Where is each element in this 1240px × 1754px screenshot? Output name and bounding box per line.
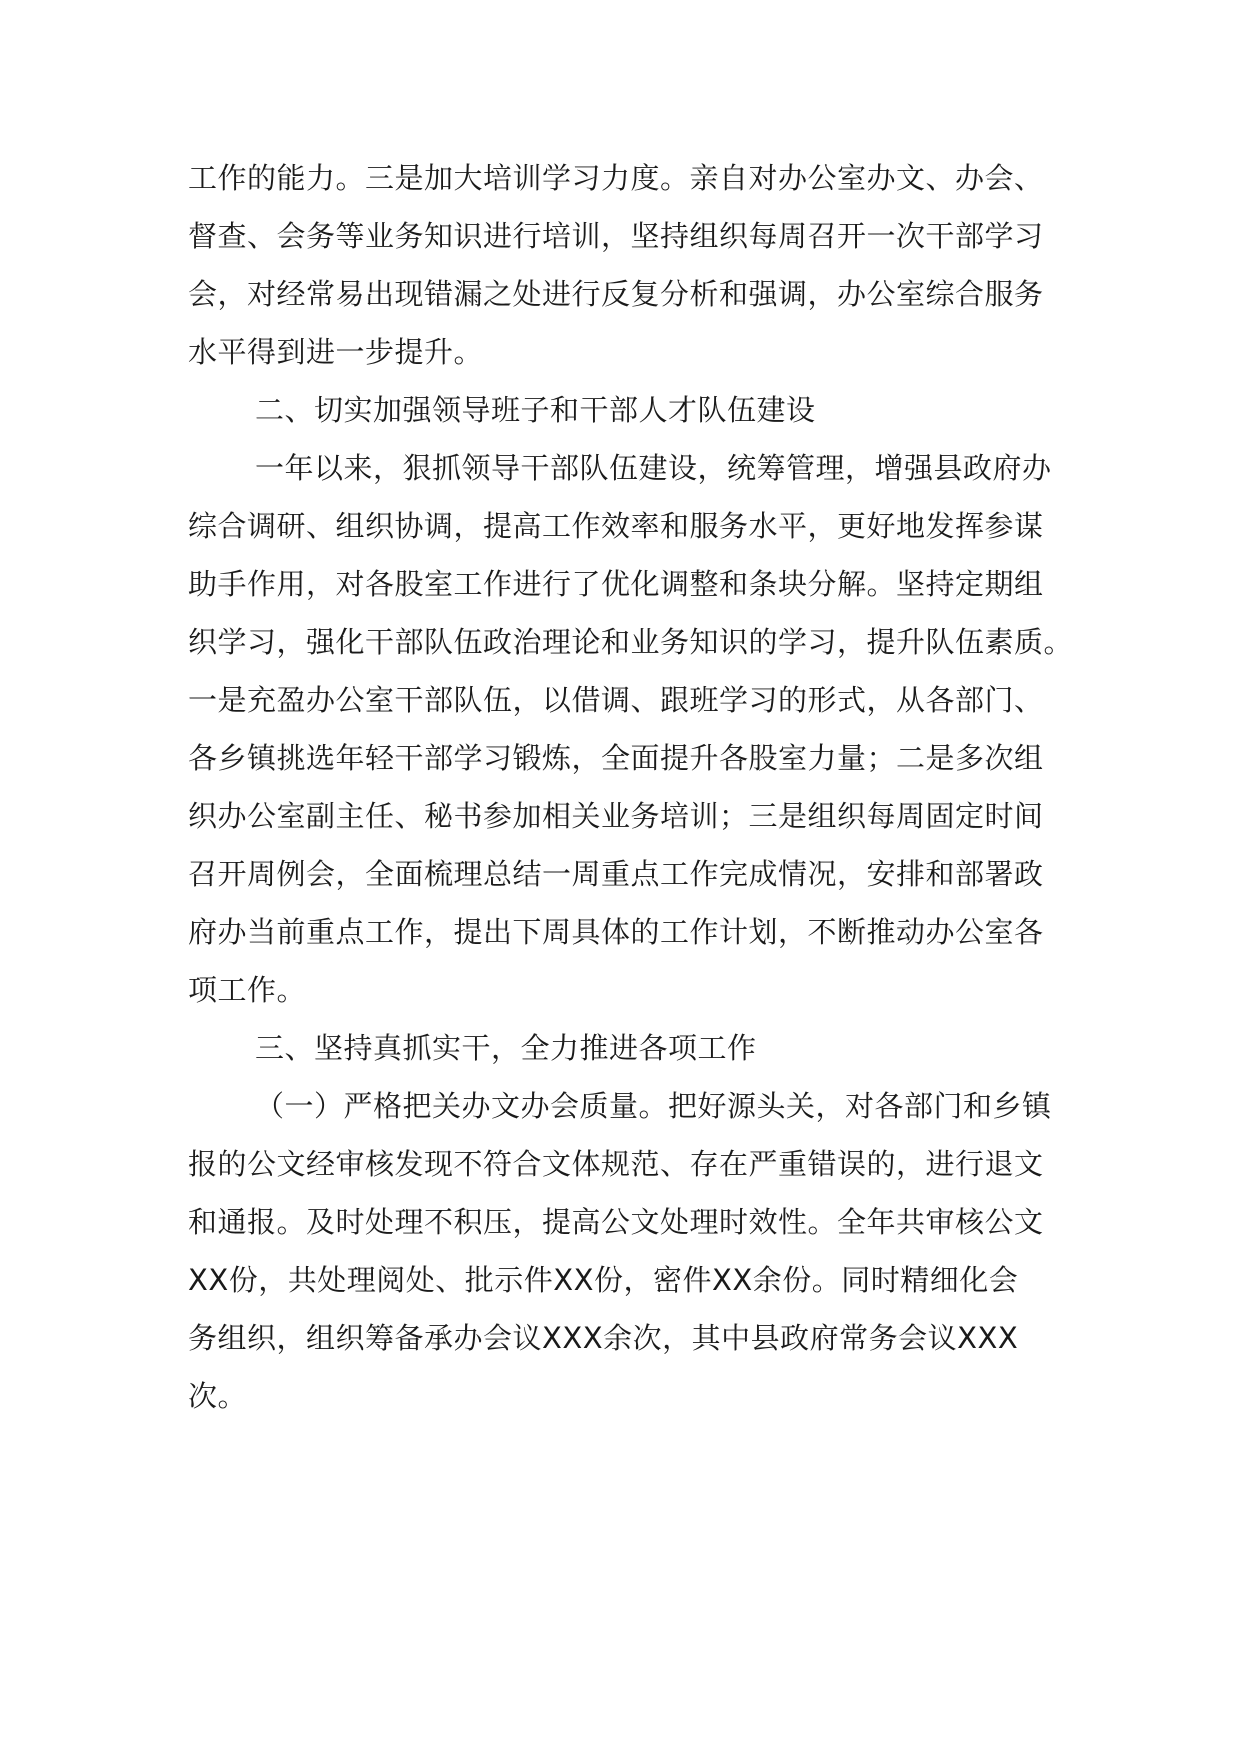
- body-text-line: 织办公室副主任、秘书参加相关业务培训；三是组织每周固定时间: [188, 799, 1044, 833]
- body-text-line: 项工作。: [188, 973, 307, 1007]
- body-text-line: 督查、会务等业务知识进行培训，坚持组织每周召开一次干部学习: [188, 219, 1044, 253]
- body-text-line: 次。: [188, 1379, 248, 1413]
- body-text-line: 府办当前重点工作，提出下周具体的工作计划，不断推动办公室各: [188, 915, 1044, 949]
- body-text-line: XX份，共处理阅处、批示件XX份，密件XX余份。同时精细化会: [188, 1263, 1019, 1297]
- body-text-line: 报的公文经审核发现不符合文体规范、存在严重错误的，进行退文: [188, 1147, 1044, 1181]
- subsection-heading-1: （一）严格把关办文办会质量。把好源头关，对各部门和乡镇: [255, 1089, 1052, 1123]
- body-text-line: 会，对经常易出现错漏之处进行反复分析和强调，办公室综合服务: [188, 277, 1044, 311]
- section-heading-3: 三、坚持真抓实干，全力推进各项工作: [255, 1031, 757, 1065]
- body-text-line: 工作的能力。三是加大培训学习力度。亲自对办公室办文、办会、: [188, 161, 1044, 195]
- body-text-line: 综合调研、组织协调，提高工作效率和服务水平，更好地发挥参谋: [188, 509, 1044, 543]
- body-text-line: 一是充盈办公室干部队伍，以借调、跟班学习的形式，从各部门、: [188, 683, 1044, 717]
- body-text-line: 助手作用，对各股室工作进行了优化调整和条块分解。坚持定期组: [188, 567, 1044, 601]
- body-text-line: 一年以来，狠抓领导干部队伍建设，统筹管理，增强县政府办: [255, 451, 1052, 485]
- body-text-line: 召开周例会，全面梳理总结一周重点工作完成情况，安排和部署政: [188, 857, 1044, 891]
- body-text-line: 各乡镇挑选年轻干部学习锻炼，全面提升各股室力量；二是多次组: [188, 741, 1044, 775]
- body-text-line: 水平得到进一步提升。: [188, 335, 484, 369]
- section-heading-2: 二、切实加强领导班子和干部人才队伍建设: [255, 393, 816, 427]
- body-text-line: 务组织，组织筹备承办会议XXX余次，其中县政府常务会议XXX: [188, 1321, 1019, 1355]
- body-text-line: 织学习，强化干部队伍政治理论和业务知识的学习，提升队伍素质。: [188, 625, 1074, 659]
- body-text-line: 和通报。及时处理不积压，提高公文处理时效性。全年共审核公文: [188, 1205, 1044, 1239]
